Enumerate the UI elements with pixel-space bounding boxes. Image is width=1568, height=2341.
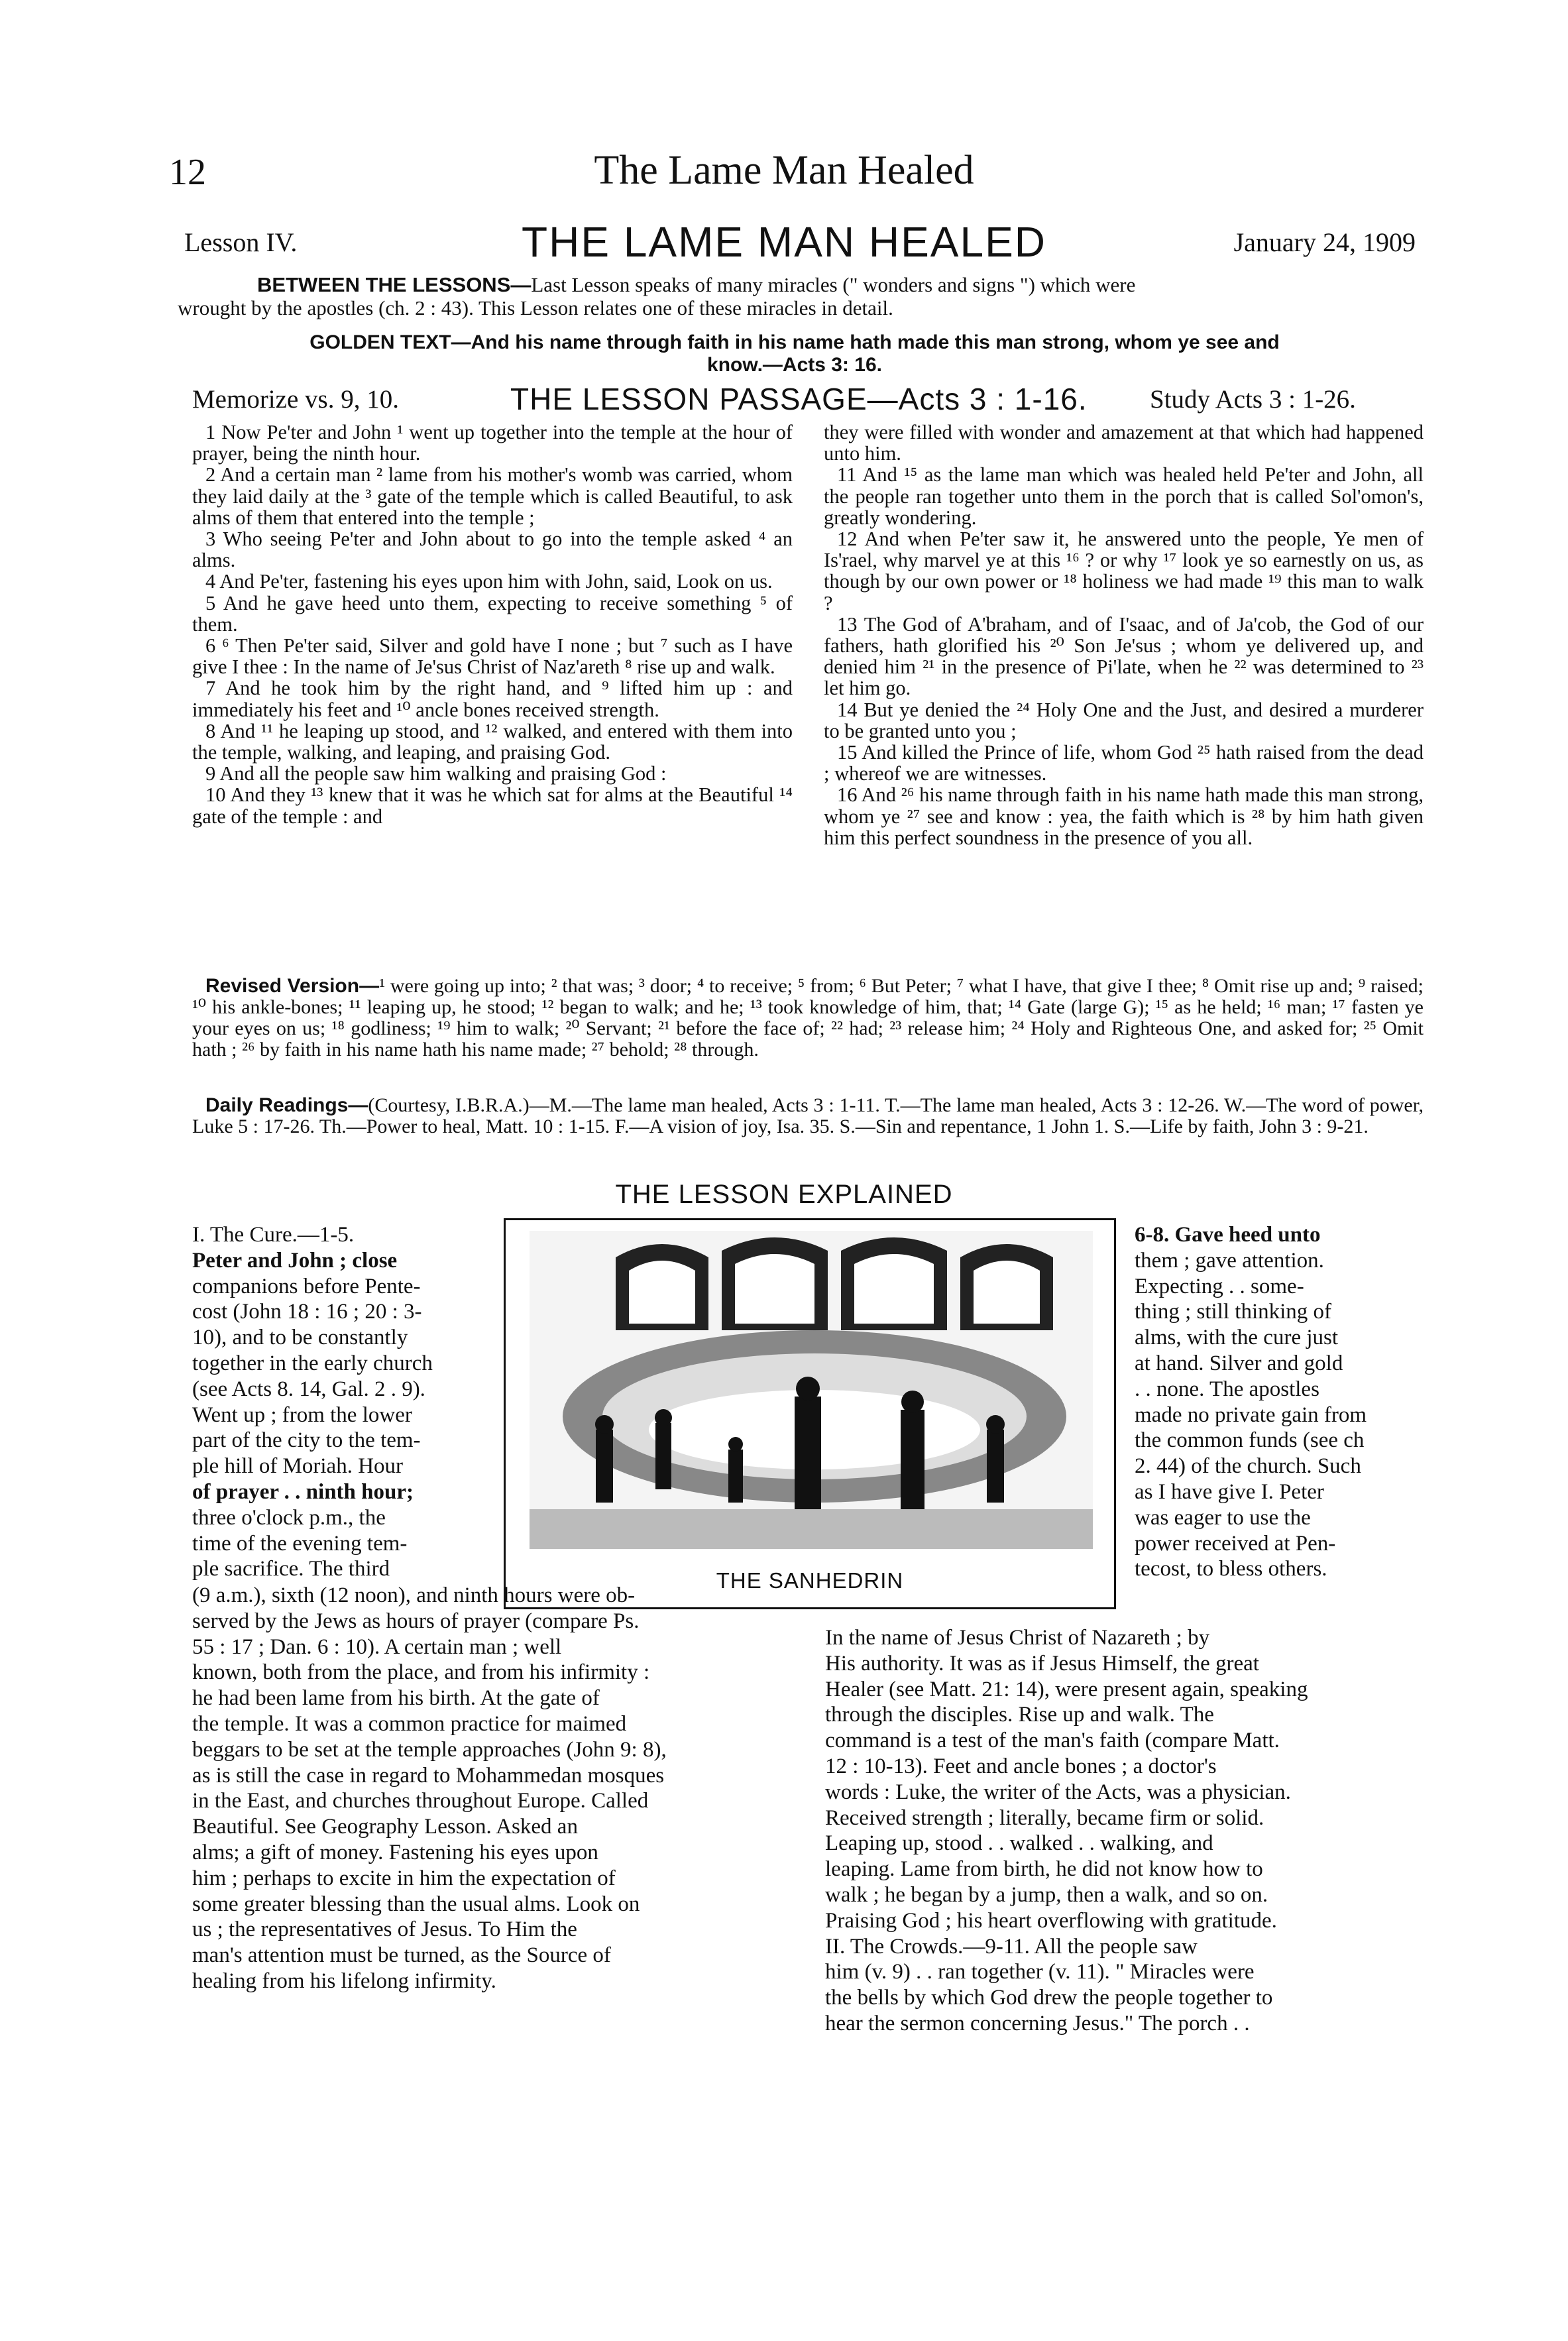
expl-line: tecost, to bless others. bbox=[1135, 1557, 1327, 1581]
expl-line: of prayer . . ninth hour; bbox=[192, 1479, 414, 1504]
daily-readings-text: (Courtesy, I.B.R.A.)—M.—The lame man healed, Acts 3 : 1-11. T.—The lame man healed, Acts 3 : 12-26. W.—The word of power, Luke 5 : 17-26. Th.—Power to heal, Matt. 10 : 1-15. F.—A vision of joy, Isa. 35. S.—Sin and repentance, 1 John 1. S.—Life by faith, John 3 : 9-21. bbox=[192, 1094, 1424, 1137]
expl-line: alms, with the cure just bbox=[1135, 1326, 1339, 1350]
expl-line: together in the early church bbox=[192, 1351, 433, 1375]
expl-line: Praising God ; his heart overflowing with gratitude. bbox=[825, 1908, 1277, 1933]
explained-left-wide bbox=[192, 1583, 775, 1994]
expl-line: 10), and to be constantly bbox=[192, 1326, 408, 1350]
expl-line: in the East, and churches throughout Europe. Called bbox=[192, 1789, 649, 1813]
explained-left-narrow bbox=[192, 1222, 484, 1582]
expl-line: ple sacrifice. The third bbox=[192, 1557, 390, 1581]
verse-13: 13 The God of A'braham, and of I'saac, and of Ja'cob, the God of our fathers, hath glorified his ²⁰ Son Je'sus ; whom ye delivered up, and denied him ²¹ in the presence of Pi'late, when he ²² was determined to ²³ let him go. bbox=[824, 612, 1424, 700]
expl-line: known, both from the place, and from his infirmity : bbox=[192, 1660, 650, 1685]
expl-line: as is still the case in regard to Mohammedan mosques bbox=[192, 1763, 665, 1788]
expl-line: Peter and John ; close bbox=[192, 1248, 398, 1273]
expl-line: us ; the representatives of Jesus. To Him the bbox=[192, 1917, 577, 1942]
expl-line: Went up ; from the lower bbox=[192, 1402, 412, 1427]
verse-6: 6 ⁶ Then Pe'ter said, Silver and gold have I none ; but ⁷ such as I have give I thee : In the name of Je'sus Christ of Naz'areth ⁸ rise up and walk. bbox=[192, 634, 793, 679]
expl-line: (9 a.m.), sixth (12 noon), and ninth hours were ob- bbox=[192, 1583, 636, 1607]
expl-line: them ; gave attention. bbox=[1135, 1248, 1324, 1273]
expl-line: leaping. Lame from birth, he did not know how to bbox=[825, 1857, 1263, 1882]
between-line2: wrought by the apostles (ch. 2 : 43). This Lesson relates one of these miracles in detail. bbox=[178, 296, 893, 319]
expl-line: Expecting . . some- bbox=[1135, 1274, 1304, 1298]
expl-line: companions before Pente- bbox=[192, 1274, 421, 1298]
daily-readings bbox=[192, 1095, 1424, 1137]
verse-12: 12 And when Pe'ter saw it, he answered unto the people, Ye men of Is'rael, why marvel ye at this ¹⁶ ? or why ¹⁷ look ye so earnestly on us, as though by our own power or ¹⁸ holiness we had made ¹⁹ this man to walk ? bbox=[824, 528, 1424, 614]
expl-line: words : Luke, the writer of the Acts, was a physician. bbox=[825, 1780, 1291, 1804]
expl-line: as I have give I. Peter bbox=[1135, 1479, 1324, 1504]
lesson-date: January 24, 1909 bbox=[1233, 227, 1416, 257]
verse-2: 2 And a certain man ² lame from his mother's womb was carried, whom they laid daily at the ³ gate of the temple which is called Beautiful, to ask alms of them that entered into the temple ; bbox=[192, 463, 793, 529]
expl-line: man's attention must be turned, as the Source of bbox=[192, 1943, 611, 1968]
lesson-title: THE LAME MAN HEALED bbox=[522, 218, 1046, 266]
verse-7: 7 And he took him by the right hand, and ⁹ lifted him up : and immediately his feet and ¹⁰ ancle bones received strength. bbox=[192, 677, 793, 721]
page-number: 12 bbox=[169, 152, 206, 193]
golden-text-line1: GOLDEN TEXT—And his name through faith in his name hath made this man strong, whom ye see and bbox=[309, 331, 1280, 353]
passage-title: THE LESSON PASSAGE—Acts 3 : 1-16. bbox=[510, 382, 1088, 416]
verse-5: 5 And he gave heed unto them, expecting to receive something ⁵ of them. bbox=[192, 591, 793, 636]
expl-line: alms; a gift of money. Fastening his eyes upon bbox=[192, 1840, 598, 1864]
revised-version-text: ¹ were going up into; ² that was; ³ door; ⁴ to receive; ⁵ from; ⁶ But Peter; ⁷ what I have, that give I thee; ⁸ Omit rise up and; ⁹ raised; ¹⁰ his ankle-bones; ¹¹ leaping up, he stood; ¹² began to walk; and he; ¹³ took knowledge of him, that; ¹⁴ Gate (large G); ¹⁵ as he held; ¹⁶ man; ¹⁷ fasten ye your eyes on us; ¹⁸ godliness; ¹⁹ him to walk; ²⁰ Servant; ²¹ before the face of; ²² had; ²³ release him; ²⁴ Holy and Righteous One, and asked for; ²⁵ Omit hath ; ²⁶ by faith in his name hath his name made; ²⁷ behold; ²⁸ through. bbox=[192, 975, 1424, 1060]
expl-line: the bells by which God drew the people together to bbox=[825, 1986, 1273, 2010]
verse-8: 8 And ¹¹ he leaping up stood, and ¹² walked, and entered with them into the temple, walking, and leaping, and praising God. bbox=[192, 719, 793, 764]
verse-4: 4 And Pe'ter, fastening his eyes upon him with John, said, Look on us. bbox=[205, 570, 773, 593]
expl-line: time of the evening tem- bbox=[192, 1531, 408, 1556]
expl-line: him (v. 9) . . ran together (v. 11). " Miracles were bbox=[825, 1960, 1255, 1984]
expl-line: was eager to use the bbox=[1135, 1505, 1311, 1530]
revised-version-label: Revised Version— bbox=[205, 975, 380, 997]
expl-line: cost (John 18 : 16 ; 20 : 3- bbox=[192, 1300, 422, 1324]
verse-1: 1 Now Pe'ter and John ¹ went up together into the temple at the hour of prayer, being the ninth hour. bbox=[192, 421, 793, 465]
sanhedrin-engraving-icon bbox=[530, 1231, 1093, 1549]
expl-line: hear the sermon concerning Jesus." The porch . . bbox=[825, 2011, 1250, 2035]
expl-line: at hand. Silver and gold bbox=[1135, 1351, 1343, 1375]
expl-line: beggars to be set at the temple approaches (John 9: 8), bbox=[192, 1737, 667, 1762]
expl-line: 2. 44) of the church. Such bbox=[1135, 1454, 1361, 1479]
golden-text bbox=[178, 331, 1412, 376]
verse-11: 11 And ¹⁵ as the lame man which was healed held Pe'ter and John, all the people ran together unto them in the porch that is called Sol'omon's, greatly wondering. bbox=[824, 463, 1424, 529]
figure-caption: THE SANHEDRIN bbox=[716, 1568, 904, 1593]
lesson-number: Lesson IV. bbox=[184, 227, 298, 257]
passage-column-left bbox=[192, 422, 793, 827]
expl-line: . . none. The apostles bbox=[1135, 1377, 1319, 1401]
expl-line: Received strength ; literally, became firm or solid. bbox=[825, 1805, 1264, 1830]
expl-line: ple hill of Moriah. Hour bbox=[192, 1454, 404, 1479]
between-lessons bbox=[178, 273, 1412, 319]
explained-right-narrow bbox=[1135, 1222, 1423, 1582]
verse-10-cont: they were filled with wonder and amazement at that which had happened unto him. bbox=[824, 421, 1424, 465]
expl-line: command is a test of the man's faith (compare Matt. bbox=[825, 1729, 1280, 1753]
expl-line: some greater blessing than the usual alms. Look on bbox=[192, 1892, 640, 1916]
expl-line: made no private gain from bbox=[1135, 1402, 1367, 1427]
expl-line: In the name of Jesus Christ of Nazareth ; by bbox=[825, 1626, 1210, 1650]
expl-line: healing from his lifelong infirmity. bbox=[192, 1969, 496, 1993]
expl-line: walk ; he began by a jump, then a walk, and so on. bbox=[825, 1882, 1268, 1907]
expl-line: through the disciples. Rise up and walk. The bbox=[825, 1703, 1214, 1727]
revised-version bbox=[192, 976, 1424, 1060]
expl-line: Healer (see Matt. 21: 14), were present again, speaking bbox=[825, 1677, 1308, 1701]
expl-line: the temple. It was a common practice for maimed bbox=[192, 1711, 627, 1736]
expl-line: three o'clock p.m., the bbox=[192, 1505, 386, 1530]
expl-line: I. The Cure.—1-5. bbox=[192, 1223, 355, 1247]
expl-line: he had been lame from his birth. At the gate of bbox=[192, 1686, 600, 1711]
verse-9: 9 And all the people saw him walking and praising God : bbox=[205, 762, 667, 785]
expl-line: him ; perhaps to excite in him the expectation of bbox=[192, 1866, 616, 1890]
verse-10: 10 And they ¹³ knew that it was he which sat for alms at the Beautiful ¹⁴ gate of the temple : and bbox=[192, 783, 793, 828]
daily-readings-label: Daily Readings— bbox=[205, 1094, 368, 1116]
expl-line: Beautiful. See Geography Lesson. Asked an bbox=[192, 1815, 578, 1839]
verse-16: 16 And ²⁶ his name through faith in his name hath made this man strong, whom ye ²⁷ see and know : yea, the faith which is ²⁸ by him hath given him this perfect soundness in the presence of you all. bbox=[824, 783, 1424, 849]
expl-line: 12 : 10-13). Feet and ancle bones ; a doctor's bbox=[825, 1754, 1217, 1778]
between-label: BETWEEN THE LESSONS— bbox=[257, 273, 532, 296]
verse-3: 3 Who seeing Pe'ter and John about to go into the temple asked ⁴ an alms. bbox=[192, 528, 793, 572]
expl-line: power received at Pen- bbox=[1135, 1531, 1336, 1556]
expl-line: 55 : 17 ; Dan. 6 : 10). A certain man ; well bbox=[192, 1634, 562, 1659]
sanhedrin-figure bbox=[504, 1218, 1116, 1609]
expl-line: (see Acts 8. 14, Gal. 2 . 9). bbox=[192, 1377, 425, 1401]
expl-line: part of the city to the tem- bbox=[192, 1428, 421, 1453]
explained-right-wide bbox=[825, 1625, 1423, 2037]
passage-column-right bbox=[824, 422, 1424, 848]
between-line1: Last Lesson speaks of many miracles (" wonders and signs ") which were bbox=[531, 273, 1136, 296]
lesson-explained-title: THE LESSON EXPLAINED bbox=[615, 1180, 953, 1209]
expl-line: 6-8. Gave heed unto bbox=[1135, 1223, 1321, 1247]
expl-line: His authority. It was as if Jesus Himself, the great bbox=[825, 1651, 1259, 1676]
expl-line: served by the Jews as hours of prayer (compare Ps. bbox=[192, 1609, 640, 1633]
study-verses: Study Acts 3 : 1-26. bbox=[1150, 385, 1356, 414]
verse-14: 14 But ye denied the ²⁴ Holy One and the Just, and desired a murderer to be granted unto you ; bbox=[824, 698, 1424, 742]
running-title: The Lame Man Healed bbox=[594, 148, 974, 193]
expl-line: II. The Crowds.—9-11. All the people saw bbox=[825, 1934, 1198, 1959]
expl-line: Leaping up, stood . . walked . . walking, and bbox=[825, 1831, 1213, 1856]
golden-text-line2: know.—Acts 3: 16. bbox=[707, 354, 882, 376]
verse-15: 15 And killed the Prince of life, whom God ²⁵ hath raised from the dead ; whereof we are witnesses. bbox=[824, 741, 1424, 785]
memorize-verses: Memorize vs. 9, 10. bbox=[192, 385, 399, 414]
expl-line: thing ; still thinking of bbox=[1135, 1300, 1332, 1324]
expl-line: the common funds (see ch bbox=[1135, 1428, 1365, 1453]
